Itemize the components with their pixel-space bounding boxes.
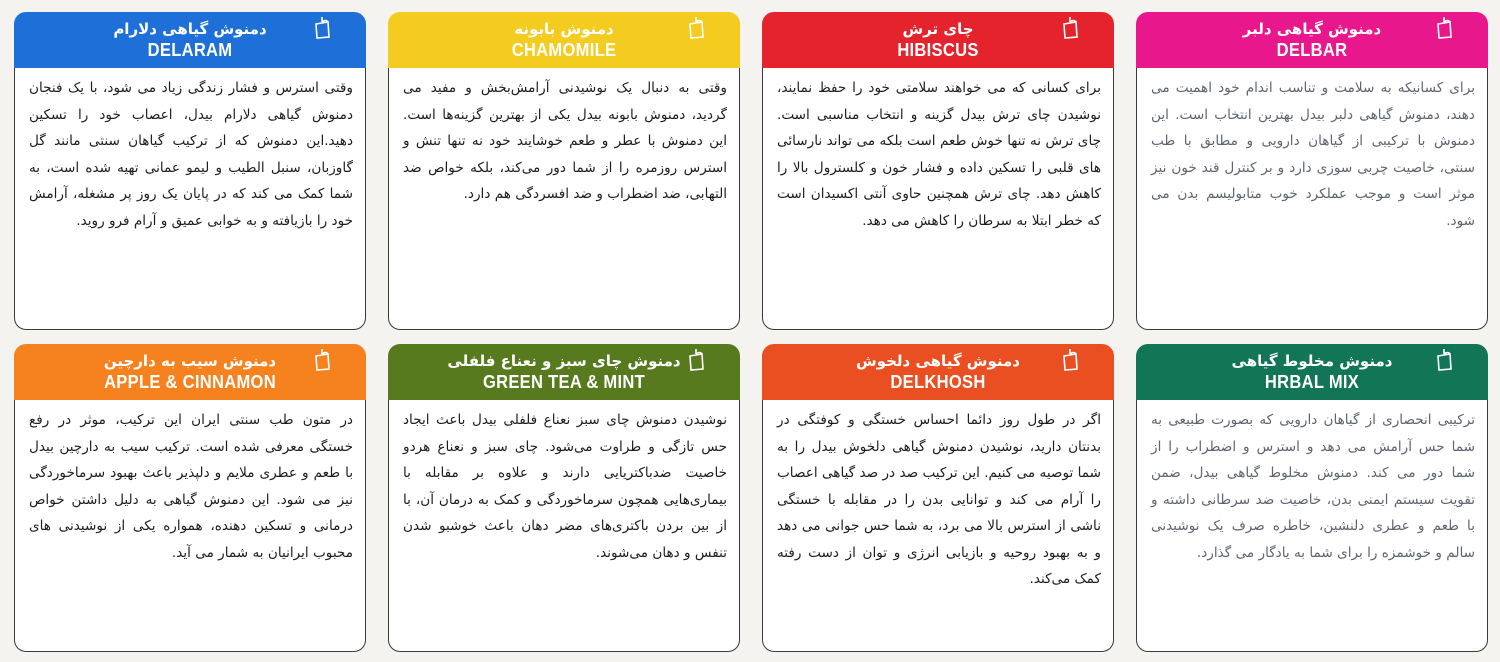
- card-description: ترکیبی انحصاری از گیاهان دارویی که بصورت طبیعی به شما حس آرامش می دهد و استرس و اضطراب را از شما دور می کند. دمنوش مخلوط گیاهی بیدل، ضمن تقویت سیستم ایمنی بدن، خاصیت ضد سرطانی داشته و با طعم و عطری دلنشین، خاطره صرف یک نوشیدنی سالم و خوشمزه را برای شما به یادگار می گذارد.: [1136, 398, 1488, 652]
- card-title-en: GREEN TEA & MINT: [482, 372, 646, 392]
- card-description: در متون طب سنتی ایران این ترکیب، موثر در رفع خستگی معرفی شده است. ترکیب سیب به دارچین بیدل با طعم و عطری ملایم و دلپذیر باعث بهبود سرماخوردگی نیز می شود. این دمنوش گیاهی به دلیل داشتن خواص درمانی و تسکین دهنده، همواره یکی از نوشیدنی های محبوب ایرانیان به شمار می آید.: [14, 398, 366, 652]
- card-title-en: HIBISCUS: [897, 40, 979, 60]
- card-description: برای کسانیکه به سلامت و تناسب اندام خود اهمیت می دهند، دمنوش گیاهی دلبر بیدل بهترین انتخاب است. این دمنوش با ترکیبی از گیاهان دارویی و مطابق با طب سنتی، خاصیت چربی سوزی دارد و بر کنترل قند خون نیز موثر است و موجب عملکرد خوب متابولیسم بدن می شود.: [1136, 66, 1488, 330]
- tea-bag-icon: [1434, 348, 1454, 372]
- card-title-fa: دمنوش سیب به دارچین: [103, 352, 277, 370]
- card-header: [762, 12, 1114, 68]
- tea-bag-icon: [686, 16, 706, 40]
- card-title-fa: دمنوش چای سبز و نعناع فلفلی: [447, 352, 681, 370]
- card-header: [388, 12, 740, 68]
- card-title-en: HRBAL MIX: [1264, 372, 1360, 392]
- card-description: وقتی به دنبال یک نوشیدنی آرامش‌بخش و مفید می گردید، دمنوش بابونه بیدل یکی از بهترین گزینه‌ها است. این دمنوش با عطر و طعم خوشایند خود نه تنها تنش و استرس روزمره را از شما دور می‌کند، بلکه خواص ضد التهابی، ضد اضطراب و ضد افسردگی هم دارد.: [388, 66, 740, 330]
- card-header: [1136, 12, 1488, 68]
- card-delbar: [1136, 12, 1488, 330]
- card-title-fa: دمنوش گیاهی دلبر: [1242, 20, 1382, 38]
- tea-bag-icon: [1060, 348, 1080, 372]
- card-title-en: APPLE & CINNAMON: [104, 372, 276, 392]
- card-title-en: DELKHOSH: [890, 372, 986, 392]
- tea-bag-icon: [686, 348, 706, 372]
- card-description: اگر در طول روز دائما احساس خستگی و کوفتگی در بدنتان دارید، نوشیدن دمنوش گیاهی دلخوش بیدل را به شما توصیه می کنیم. این ترکیب صد در صد گیاهی اعصاب را آرام می کند و توانایی بدن را در مقابله با خستگی ناشی از استرس بالا می برد، به شما حس جوانی می دهد و به بهبود روحیه و بازیابی انرژی و توان از دست رفته کمک می‌کند.: [762, 398, 1114, 652]
- card-title-fa: دمنوش گیاهی دلخوش: [856, 352, 1020, 370]
- card-title-en: DELBAR: [1276, 40, 1348, 60]
- card-title-en: CHAMOMILE: [511, 40, 617, 60]
- card-delaram: [14, 12, 366, 330]
- card-title-fa: دمنوش گیاهی دلارام: [113, 20, 267, 38]
- tea-bag-icon: [312, 16, 332, 40]
- card-apple-cinnamon: [14, 344, 366, 652]
- card-title-fa: چای ترش: [902, 20, 974, 38]
- card-description: برای کسانی که می خواهند سلامتی خود را حفظ نمایند، نوشیدن چای ترش بیدل گزینه و انتخاب مناسبی است. چای ترش نه تنها خوش طعم است بلکه می تواند نارسائی های قلبی را تسکین داده و فشار خون و کلسترول بالا را کاهش دهد. چای ترش همچنین حاوی آنتی اکسیدان است که خطر ابتلا به سرطان را کاهش می دهد.: [762, 66, 1114, 330]
- card-delkhosh: [762, 344, 1114, 652]
- tea-bag-icon: [1434, 16, 1454, 40]
- card-header: [14, 344, 366, 400]
- card-header: [388, 344, 740, 400]
- card-green-tea-mint: [388, 344, 740, 652]
- card-title-fa: دمنوش مخلوط گیاهی: [1231, 352, 1393, 370]
- card-header: [1136, 344, 1488, 400]
- card-header: [14, 12, 366, 68]
- card-title-fa: دمنوش بابونه: [514, 20, 614, 38]
- card-header: [762, 344, 1114, 400]
- card-description: نوشیدن دمنوش چای سبز نعناع فلفلی بیدل باعث ایجاد حس تازگی و طراوت می‌شود. چای سبز و نعناع هردو خاصیت ضدباکتریایی دارند و علاوه بر مقابله با بیماری‌هایی همچون سرماخوردگی و کمک به درمان آن، با از بین بردن باکتری‌های مضر دهان باعث خوشبو شدن تنفس و دهان می‌شوند.: [388, 398, 740, 652]
- card-title-en: DELARAM: [147, 40, 233, 60]
- card-herbal-mix: [1136, 344, 1488, 652]
- tea-bag-icon: [312, 348, 332, 372]
- card-description: وقتی استرس و فشار زندگی زیاد می شود، با یک فنجان دمنوش گیاهی دلارام بیدل، اعصاب خود را تسکین دهید.این دمنوش که از ترکیب گیاهان سنتی مانند گل گاوزبان، سنبل الطیب و لیمو عمانی تهیه شده است، به شما کمک می کند که در پایان یک روز پر مشغله، آرامش خود را بازیافته و به خوابی عمیق و آرام فرو روید.: [14, 66, 366, 330]
- tea-cards-grid: [14, 12, 1488, 652]
- tea-bag-icon: [1060, 16, 1080, 40]
- card-chamomile: [388, 12, 740, 330]
- card-hibiscus: [762, 12, 1114, 330]
